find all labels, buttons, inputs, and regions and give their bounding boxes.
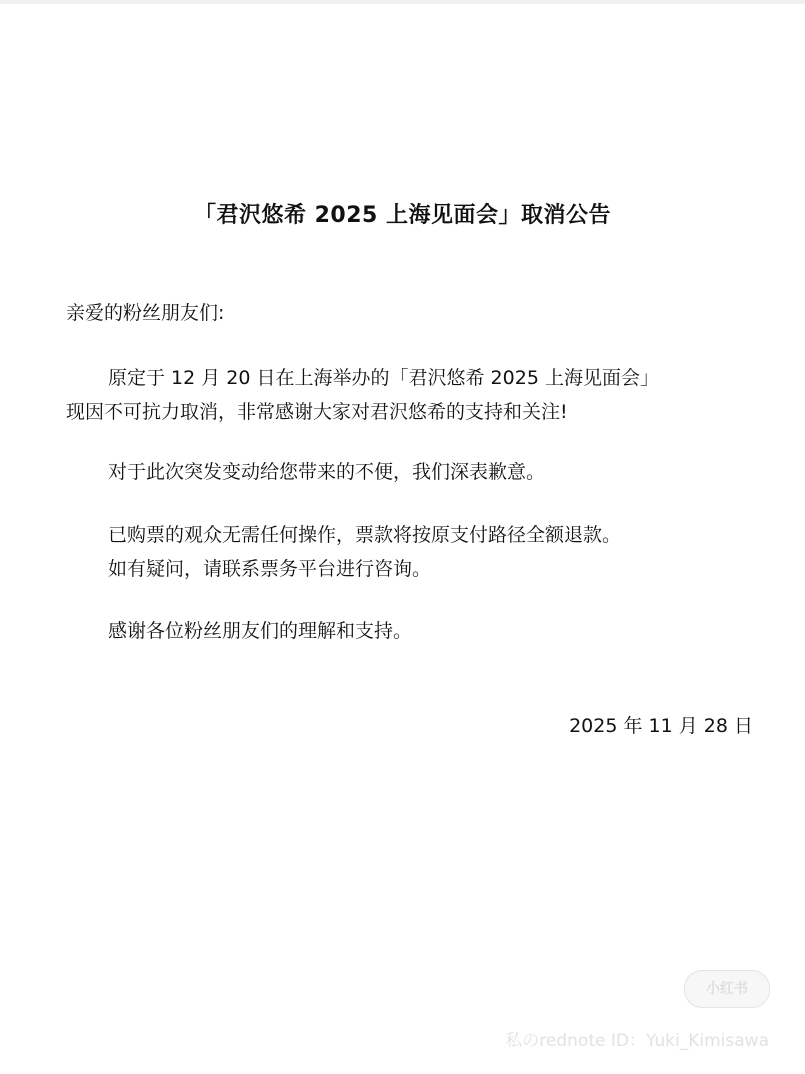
greeting: 亲爱的粉丝朋友们:: [66, 302, 225, 324]
announcement-title: 「君沢悠希 2025 上海见面会」取消公告: [193, 203, 612, 228]
rednote-watermark-logo: 小红书: [684, 970, 770, 1008]
paragraph-1-line-1: 原定于 12 月 20 日在上海举办的「君沢悠希 2025 上海见面会」: [108, 367, 659, 389]
top-bar: [0, 0, 805, 4]
paragraph-3-line-1: 已购票的观众无需任何操作，票款将按原支付路径全额退款。: [108, 524, 622, 546]
paragraph-4: 感谢各位粉丝朋友们的理解和支持。: [108, 620, 413, 642]
paragraph-2: 对于此次突发变动给您带来的不便，我们深表歉意。: [108, 461, 546, 483]
rednote-watermark-id: 私のrednote ID：Yuki_Kimisawa: [505, 1031, 769, 1051]
paragraph-3-line-2: 如有疑问，请联系票务平台进行咨询。: [108, 558, 432, 580]
paragraph-1-line-2: 现因不可抗力取消，非常感谢大家对君沢悠希的支持和关注!: [66, 401, 568, 423]
announcement-date: 2025 年 11 月 28 日: [569, 715, 753, 737]
